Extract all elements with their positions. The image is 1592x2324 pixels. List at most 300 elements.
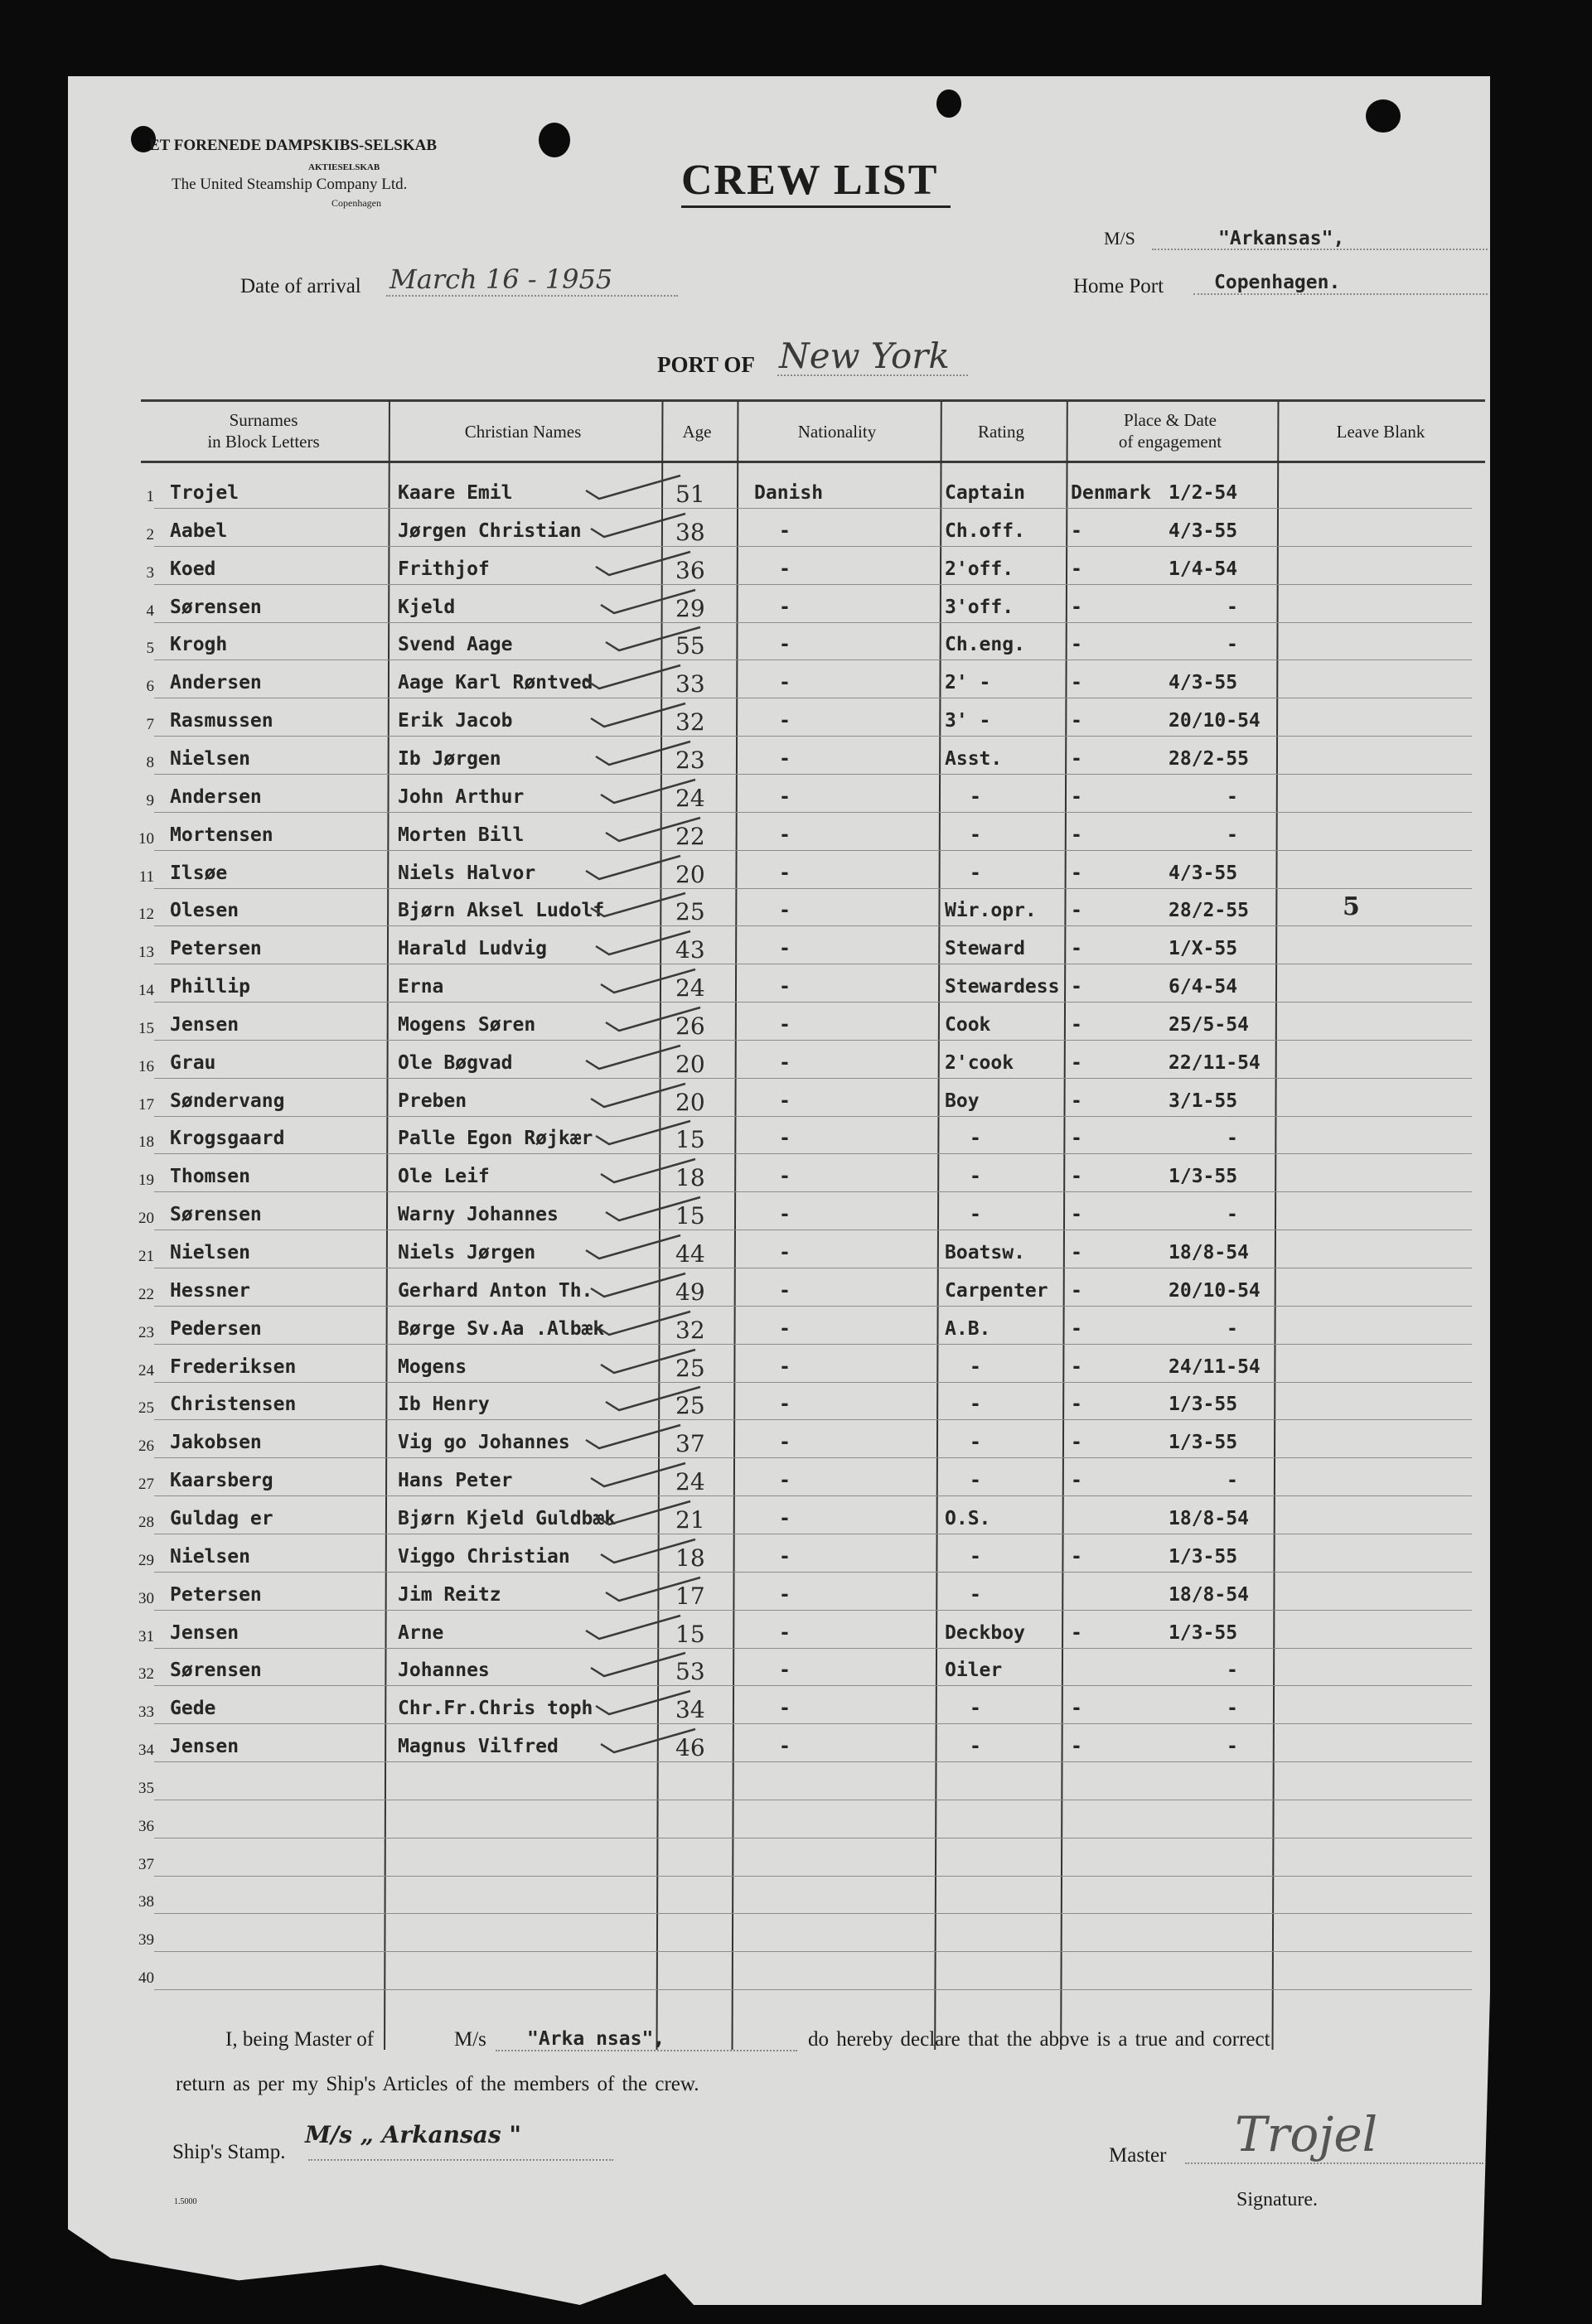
home-port-value: Copenhagen. [1214, 272, 1341, 293]
header-place-date: Place & Date of engagement [1118, 410, 1222, 452]
rating-cell: - [970, 862, 981, 884]
row-number: 2 [146, 525, 154, 544]
port-of-label: PORT OF [657, 352, 755, 377]
rating-cell: - [970, 1355, 981, 1378]
table-row [124, 1573, 1471, 1611]
nationality-cell: - [779, 519, 791, 542]
place-cell: - [1071, 1394, 1082, 1416]
date-cell: - [1227, 1128, 1238, 1150]
place-cell: - [1071, 596, 1082, 618]
table-top-rule [141, 399, 1485, 402]
row-number: 12 [138, 906, 154, 924]
rating-cell: - [970, 1128, 981, 1150]
stamp-dotted-line [308, 2159, 613, 2161]
tick-mark [594, 545, 694, 578]
date-cell: 3/1-55 [1169, 1090, 1238, 1112]
nationality-cell: - [779, 710, 791, 732]
surname-cell: Søndervang [170, 1090, 285, 1112]
christian-name-cell: Viggo Christian [398, 1545, 570, 1568]
date-cell: 4/3-55 [1169, 862, 1238, 884]
tick-mark [599, 1533, 699, 1566]
christian-name-cell: Kaare Emil [398, 482, 513, 504]
age-cell: 15 [675, 1620, 705, 1648]
age-cell: 43 [675, 936, 705, 964]
rating-cell: 3' - [945, 710, 991, 732]
company-english-name: The United Steamship Company Ltd. [172, 176, 408, 193]
place-cell: - [1071, 900, 1082, 922]
surname-cell: Jakobsen [170, 1432, 262, 1454]
date-cell: 20/10-54 [1169, 1279, 1261, 1302]
table-row [124, 471, 1471, 509]
place-cell: - [1071, 1698, 1082, 1720]
tick-mark [589, 1457, 689, 1490]
place-cell: - [1071, 519, 1082, 542]
surname-cell: Sørensen [170, 1660, 262, 1682]
row-number: 5 [146, 640, 154, 658]
surname-cell: Kaarsberg [170, 1470, 273, 1492]
arrival-date: March 16 - 1955 [390, 263, 613, 295]
surname-cell: Koed [170, 558, 216, 580]
rating-cell: Deckboy [945, 1621, 1025, 1644]
christian-name-cell: Mogens [398, 1355, 467, 1378]
nationality-cell: - [779, 785, 791, 808]
christian-name-cell: Ib Jørgen [398, 747, 501, 770]
nationality-cell: - [779, 1621, 791, 1644]
date-cell: - [1227, 596, 1238, 618]
tick-mark [594, 1305, 694, 1338]
place-cell: - [1071, 1128, 1082, 1150]
surname-cell: Pedersen [170, 1317, 262, 1340]
place-cell: - [1071, 1545, 1082, 1568]
nationality-cell: - [779, 1013, 791, 1036]
row-number: 22 [138, 1285, 154, 1303]
table-row [124, 1268, 1471, 1307]
place-cell: - [1071, 1317, 1082, 1340]
christian-name-cell: Johannes [398, 1660, 490, 1682]
table-row [124, 1154, 1471, 1192]
tick-mark [589, 1267, 689, 1300]
age-cell: 20 [675, 1088, 705, 1116]
row-number: 29 [138, 1551, 154, 1569]
place-cell: - [1071, 1090, 1082, 1112]
row-number: 15 [138, 1019, 154, 1037]
table-row [124, 1230, 1471, 1268]
row-number: 21 [138, 1248, 154, 1265]
table-row [124, 1686, 1471, 1724]
tick-mark [589, 1646, 689, 1679]
place-cell: - [1071, 1355, 1082, 1378]
nationality-cell: - [779, 1242, 791, 1263]
place-cell: - [1071, 785, 1082, 808]
row-number: 7 [146, 716, 154, 734]
christian-name-cell: Jim Reitz [398, 1583, 501, 1606]
place-cell: - [1071, 1432, 1082, 1454]
table-row [124, 547, 1471, 585]
age-cell: 17 [675, 1582, 705, 1610]
christian-name-cell: Bjørn Aksel Ludolf [398, 900, 605, 922]
row-number: 28 [138, 1513, 154, 1531]
company-name: ET FORENEDE DAMPSKIBS-SELSKAB [149, 137, 438, 154]
date-cell: 1/X-55 [1169, 938, 1238, 960]
date-cell: - [1227, 1736, 1238, 1758]
table-row [124, 1192, 1471, 1230]
place-cell: - [1071, 1013, 1082, 1036]
surname-cell: Grau [170, 1051, 216, 1074]
surname-cell: Rasmussen [170, 710, 273, 732]
row-number: 19 [138, 1172, 154, 1190]
page-title: CREW LIST [681, 157, 939, 204]
rating-cell: Steward [945, 938, 1025, 960]
age-cell: 25 [675, 1392, 705, 1420]
table-row [124, 1762, 1471, 1800]
table-row [124, 1079, 1471, 1117]
table-row [124, 888, 1471, 926]
surname-cell: Nielsen [170, 747, 250, 770]
place-cell: - [1071, 862, 1082, 884]
place-cell: - [1071, 1242, 1082, 1263]
surname-cell: Phillip [170, 976, 250, 998]
age-cell: 25 [675, 1354, 705, 1382]
row-number: 11 [138, 867, 154, 886]
christian-name-cell: Erik Jacob [398, 710, 513, 732]
row-number: 27 [138, 1476, 154, 1494]
table-row [124, 1800, 1471, 1838]
date-cell: 18/8-54 [1169, 1583, 1249, 1606]
tick-mark [604, 1380, 704, 1413]
rating-cell: Oiler [945, 1660, 1003, 1682]
row-number: 4 [146, 602, 154, 620]
header-rating: Rating [978, 422, 1024, 442]
row-number: 14 [138, 982, 154, 1000]
place-cell: Denmark [1071, 482, 1151, 504]
table-row [124, 1952, 1471, 1990]
christian-name-cell: Ole Bøgvad [398, 1051, 513, 1074]
christian-name-cell: Ole Leif [398, 1166, 490, 1188]
nationality-cell: - [779, 1736, 791, 1758]
row-number: 13 [138, 944, 154, 962]
rating-cell: - [970, 1698, 981, 1720]
row-number: 40 [138, 1969, 154, 1988]
surname-cell: Hessner [170, 1279, 250, 1302]
age-cell: 37 [675, 1430, 705, 1458]
surname-cell: Olesen [170, 900, 240, 922]
row-number: 17 [138, 1095, 154, 1114]
company-city: Copenhagen [331, 197, 381, 209]
home-port-label: Home Port [1073, 275, 1164, 297]
place-cell: - [1071, 634, 1082, 656]
christian-name-cell: Erna [398, 976, 444, 998]
date-cell: 1/3-55 [1169, 1621, 1238, 1644]
row-number: 36 [138, 1817, 154, 1835]
ship-name: "Arkansas", [1218, 228, 1345, 249]
christian-name-cell: Vig go Johannes [398, 1432, 570, 1454]
header-surnames: Surnames in Block Letters [207, 410, 320, 452]
age-cell: 55 [675, 632, 705, 660]
age-cell: 33 [675, 670, 705, 698]
rating-cell: O.S. [945, 1507, 991, 1529]
nationality-cell: - [779, 1432, 791, 1454]
tick-mark [584, 1039, 684, 1072]
table-row [124, 1611, 1471, 1649]
christian-name-cell: Arne [398, 1621, 444, 1644]
nationality-cell: - [779, 1507, 791, 1529]
row-number: 23 [138, 1323, 154, 1341]
place-cell: - [1071, 1736, 1082, 1758]
tick-mark [599, 1152, 699, 1186]
tick-mark [599, 963, 699, 996]
christian-name-cell: Warny Johannes [398, 1204, 559, 1226]
header-nationality: Nationality [797, 422, 877, 442]
row-number: 30 [138, 1589, 154, 1607]
arrival-label: Date of arrival [240, 275, 361, 297]
table-row [124, 813, 1471, 851]
rating-cell: Carpenter [945, 1279, 1048, 1302]
rating-cell: 2' - [945, 672, 991, 694]
place-cell: - [1071, 1279, 1082, 1302]
age-cell: 23 [675, 746, 705, 774]
age-cell: 20 [675, 1050, 705, 1078]
christian-name-cell: Niels Jørgen [398, 1242, 536, 1263]
rating-cell: - [970, 785, 981, 808]
nationality-cell: - [779, 1204, 791, 1226]
nationality-cell: - [779, 596, 791, 618]
surname-cell: Sørensen [170, 1204, 262, 1226]
surname-cell: Ilsøe [170, 862, 228, 884]
age-cell: 26 [675, 1012, 705, 1040]
christian-name-cell: Preben [398, 1090, 467, 1112]
rating-cell: - [970, 1166, 981, 1188]
tick-mark [589, 1077, 689, 1110]
age-cell: 22 [675, 822, 705, 850]
date-cell: 28/2-55 [1169, 900, 1249, 922]
age-cell: 51 [675, 481, 705, 508]
row-number: 35 [138, 1779, 154, 1797]
age-cell: 25 [675, 898, 705, 926]
master-dotted-line [1185, 2162, 1483, 2164]
surname-cell: Krogsgaard [170, 1128, 285, 1150]
christian-name-cell: John Arthur [398, 785, 525, 808]
place-cell: - [1071, 558, 1082, 580]
tick-mark [584, 1609, 684, 1642]
age-cell: 34 [675, 1696, 705, 1724]
age-cell: 53 [675, 1658, 705, 1686]
surname-cell: Christensen [170, 1394, 297, 1416]
master-signature: Trojel [1235, 2106, 1378, 2162]
surname-cell: Mortensen [170, 824, 273, 846]
table-row [124, 660, 1471, 698]
date-cell: - [1227, 1698, 1238, 1720]
place-cell: - [1071, 938, 1082, 960]
table-row [124, 737, 1471, 775]
row-number: 39 [138, 1931, 154, 1950]
age-cell: 32 [675, 1316, 705, 1344]
row-number: 25 [138, 1399, 154, 1418]
table-row [124, 509, 1471, 547]
surname-cell: Guldag er [170, 1507, 273, 1529]
nationality-cell: - [779, 1660, 791, 1682]
table-header-rule [141, 461, 1485, 463]
surname-cell: Andersen [170, 672, 262, 694]
tick-mark [589, 697, 689, 730]
nationality-cell: - [779, 1545, 791, 1568]
date-cell: 18/8-54 [1169, 1242, 1249, 1263]
table-row [124, 851, 1471, 889]
table-row [124, 1420, 1471, 1458]
rating-cell: - [970, 1204, 981, 1226]
date-cell: 25/5-54 [1169, 1013, 1249, 1036]
surname-cell: Petersen [170, 938, 262, 960]
date-cell: - [1227, 634, 1238, 656]
nationality-cell: - [779, 1279, 791, 1302]
date-cell: - [1227, 824, 1238, 846]
title-underline [681, 205, 951, 208]
rating-cell: 3'off. [945, 596, 1014, 618]
christian-name-cell: Morten Bill [398, 824, 525, 846]
age-cell: 29 [675, 594, 705, 622]
christian-name-cell: Harald Ludvig [398, 938, 548, 960]
header-leave-blank: Leave Blank [1336, 422, 1425, 442]
rating-cell: - [970, 1394, 981, 1416]
rating-cell: Boatsw. [945, 1242, 1025, 1263]
table-row [124, 1876, 1471, 1914]
port-of-dotted-line [777, 374, 968, 376]
leave-blank-cell: 5 [1343, 892, 1360, 922]
table-row [124, 1307, 1471, 1345]
row-number: 18 [138, 1133, 154, 1152]
date-cell: 1/3-55 [1169, 1432, 1238, 1454]
table-row [124, 1041, 1471, 1079]
place-cell: - [1071, 747, 1082, 770]
place-cell: - [1071, 1204, 1082, 1226]
nationality-cell: - [779, 1166, 791, 1188]
row-number: 1 [146, 488, 154, 505]
rating-cell: Captain [945, 482, 1025, 504]
ship-prefix: M/S [1104, 228, 1135, 249]
nationality-cell: - [779, 1355, 791, 1378]
declaration-ship-name: "Arka nsas", [527, 2028, 665, 2050]
christian-name-cell: Magnus Vilfred [398, 1736, 559, 1758]
nationality-cell: - [779, 1583, 791, 1606]
row-number: 10 [138, 829, 154, 848]
ship-stamp-label: Ship's Stamp. [172, 2141, 286, 2163]
age-cell: 49 [675, 1278, 705, 1306]
tick-mark [589, 887, 689, 920]
place-cell: - [1071, 710, 1082, 732]
table-row [124, 1914, 1471, 1952]
declaration-part2: do hereby declare that the above is a true and correct [808, 2028, 1270, 2051]
age-cell: 38 [675, 518, 705, 546]
date-cell: 1/3-55 [1169, 1394, 1238, 1416]
punch-hole [1366, 99, 1401, 133]
age-cell: 15 [675, 1126, 705, 1154]
age-cell: 44 [675, 1240, 705, 1268]
nationality-cell: - [779, 1051, 791, 1074]
rating-cell: A.B. [945, 1317, 991, 1340]
row-number: 31 [138, 1627, 154, 1645]
christian-name-cell: Bjørn Kjeld Guldbæk [398, 1507, 617, 1529]
place-cell: - [1071, 672, 1082, 694]
tick-mark [594, 1495, 694, 1528]
surname-cell: Jensen [170, 1736, 240, 1758]
tick-mark [584, 849, 684, 882]
christian-name-cell: Mogens Søren [398, 1013, 536, 1036]
tick-mark [599, 583, 699, 616]
date-cell: - [1227, 785, 1238, 808]
tick-mark [584, 1418, 684, 1452]
age-cell: 46 [675, 1734, 705, 1762]
table-row [124, 775, 1471, 813]
row-number: 3 [146, 563, 154, 582]
date-cell: 4/3-55 [1169, 672, 1238, 694]
rating-cell: - [970, 1736, 981, 1758]
tick-mark [584, 659, 684, 692]
table-row [124, 1382, 1471, 1420]
table-row [124, 1724, 1471, 1762]
tick-mark [589, 507, 689, 540]
tick-mark [594, 1684, 694, 1718]
home-port-dotted-line [1193, 293, 1488, 295]
row-number: 6 [146, 678, 154, 696]
date-cell: 22/11-54 [1169, 1051, 1261, 1074]
surname-cell: Jensen [170, 1013, 240, 1036]
rating-cell: - [970, 1432, 981, 1454]
table-row [124, 1345, 1471, 1383]
nationality-cell: - [779, 900, 791, 922]
place-cell: - [1071, 1166, 1082, 1188]
nationality-cell: - [779, 1698, 791, 1720]
row-number: 32 [138, 1665, 154, 1684]
tick-mark [604, 1001, 704, 1034]
tick-mark [599, 1343, 699, 1376]
table-row [124, 964, 1471, 1003]
date-cell: 28/2-55 [1169, 747, 1249, 770]
date-cell: - [1227, 1317, 1238, 1340]
surname-cell: Krogh [170, 634, 228, 656]
tick-mark [599, 773, 699, 806]
rating-cell: Boy [945, 1090, 980, 1112]
christian-name-cell: Børge Sv.Aa .Albæk [398, 1317, 605, 1340]
row-number: 9 [146, 791, 154, 809]
declaration-ship-prefix: M/s [454, 2028, 486, 2051]
table-row [124, 585, 1471, 623]
tick-mark [584, 469, 684, 502]
age-cell: 32 [675, 708, 705, 737]
table-row [124, 622, 1471, 660]
row-number: 38 [138, 1893, 154, 1911]
nationality-cell: - [779, 938, 791, 960]
surname-cell: Andersen [170, 785, 262, 808]
nationality-cell: - [779, 672, 791, 694]
tick-mark [604, 1571, 704, 1604]
nationality-cell: - [779, 558, 791, 580]
rating-cell: Ch.off. [945, 519, 1025, 542]
nationality-cell: - [779, 976, 791, 998]
nationality-cell: - [779, 747, 791, 770]
ship-dotted-line [1152, 249, 1488, 250]
surname-cell: Trojel [170, 482, 240, 504]
tick-mark [594, 735, 694, 768]
port-of-value: New York [779, 336, 950, 376]
age-cell: 21 [675, 1505, 705, 1534]
age-cell: 24 [675, 784, 705, 812]
punch-hole [539, 123, 570, 157]
tick-mark [599, 1722, 699, 1756]
rating-cell: Cook [945, 1013, 991, 1036]
table-row [124, 1534, 1471, 1573]
age-cell: 24 [675, 974, 705, 1003]
tick-mark [594, 1114, 694, 1148]
christian-name-cell: Chr.Fr.Chris toph [398, 1698, 593, 1720]
